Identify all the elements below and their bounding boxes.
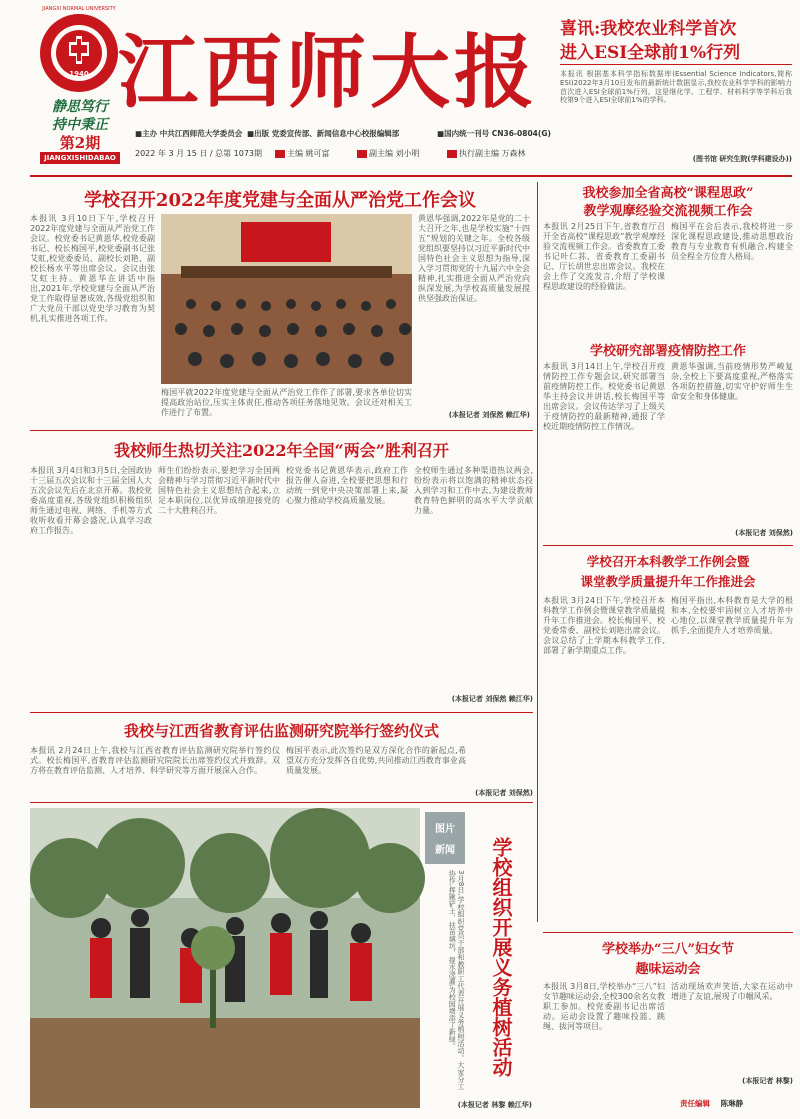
logo-english-name: JIANGXI NORMAL UNIVERSITY <box>42 6 116 12</box>
a1-body-1: 本报讯 3月10日下午,学校召开2022年度党建与全面从严治党工作会议。校党委书记黄恩华,校党委副书记、校长梅国平,校党委副书记张艾虹,校党委委员、副校长刘艳、副校长杨水平等出席会议。会议由张艾虹主持。黄恩华在讲话中指出,2021年,学校党建与全面从严治党工作取得显著成效,各级党组织和广大党员干部以党史学习教育为契机,扎实推进各项工作。 <box>30 214 155 323</box>
editor-marker-icon <box>357 150 367 158</box>
a4-body-1: 本报讯 3月4日和3月5日,全国政协十三届五次会议和十三届全国人大五次会议先后在北京开幕。我校党委高度重视,各级党组织积极组织师生通过电视、网络、手机等方式收听收看开幕会盛况,认真学习政府工作报告。 <box>30 466 152 535</box>
newspaper-title: 江西师大报 <box>118 25 538 119</box>
a7-headline-2: 趣味运动会 <box>635 962 701 977</box>
info-sponsor: ■主办 中共江西师范大学委员会 <box>135 129 243 138</box>
a7-body-1: 本报讯 3月8日,学校举办“三八”妇女节趣味运动会,全校300余名女教职工参加。校党委副书记出席活动。运动会设置了趣味投篮、跳绳、拔河等项目。 <box>543 982 665 1031</box>
flash-title-2: 进入ESI全球前1%行列 <box>560 43 741 63</box>
a4-byline: (本报记者 刘保然 赖江华) <box>451 695 533 703</box>
logo-ring-text <box>40 6 118 14</box>
a6-body-1: 本报讯 2月24日上午,我校与江西省教育评估监测研究院举行签约仪式。校长梅国平,省教育评估监测研究院院长出席签约仪式并致辞。双方将在教育评估监测、人才培养、科学研究等方面开展深入合作。 <box>30 746 280 775</box>
meeting-photo <box>161 214 412 384</box>
university-logo-icon <box>38 12 120 94</box>
a5-body-2: 梅国平指出,本科教育是大学的根和本,全校要牢固树立人才培养中心地位,以课堂教学质量提升年为抓手,全面提升人才培养质量。 <box>671 596 793 635</box>
a6-body-2: 梅国平表示,此次签约是双方深化合作的新起点,希望双方充分发挥各自优势,共同推动江西教育事业高质量发展。 <box>286 746 466 775</box>
flash-source: (图书馆 研究生院(学科建设办)) <box>692 155 792 163</box>
a1-body-4: 黄恩华强调,2022年是党的二十大召开之年,也是学校实施“十四五”规划的关键之年。全校各级党组织要坚持以习近平新时代中国特色社会主义思想为指导,深入学习贯彻党的十九届六中全会精神,扎实推进全面从严治党向纵深发展,为学校高质量发展提供坚强政治保证。 <box>418 214 530 303</box>
a1-byline: (本报记者 刘保然 赖江华) <box>448 411 530 419</box>
flash-box <box>560 8 792 165</box>
a1-body-3: 梅国平就2022年度党建与全面从严治党工作作了部署,要求各单位切实提高政治站位,压实主体责任,推动各项任务落地见效。会议还对相关工作进行了布置。 <box>161 388 412 417</box>
tree-planting-photo <box>30 808 420 1108</box>
a7-headline-1: 学校举办“三八”妇女节 <box>602 942 734 957</box>
info-bar <box>135 128 555 140</box>
info-publisher: ■出版 党委宣传部、新闻信息中心校报编辑部 <box>247 129 400 138</box>
date-line <box>135 148 555 160</box>
editor-marker-icon <box>447 150 457 158</box>
a3-byline: (本报记者 刘保然) <box>735 529 793 537</box>
issue-number: 第2期 <box>59 134 101 152</box>
a3-body-1: 本报讯 3月14日上午,学校召开疫情防控工作专题会议,研究部署当前疫情防控工作。校党委书记黄恩华主持会议并讲话,校长梅国平等出席会议。会议传达学习了上级关于疫情防控的最新精神,通报了学校近期疫情防控工作情况。 <box>543 362 665 431</box>
a1-headline: 学校召开2022年度党建与全面从严治党工作会议 <box>83 190 477 211</box>
a2-headline-2: 教学观摩经验交流视频工作会 <box>583 204 753 219</box>
a5-headline-2: 课堂教学质量提升年工作推进会 <box>580 574 756 589</box>
flash-body: 本报讯 根据基本科学指标数据库(Essential Science Indicators,简称ESI)2022年3月10日发布的最新统计数据显示,我校农业科学学科的影响力首次进入ESI全球前1%行列。这是继化学、工程学、材料科学等学科后我校第9个进入ESI全球前1%的学科。 <box>560 70 792 105</box>
editor-exec: 执行副主编 万森林 <box>459 149 526 158</box>
pinyin-text: JIANGXISHIDABAO <box>44 154 116 162</box>
a2-headline-1: 我校参加全省高校“课程思政” <box>582 186 754 201</box>
flash-title-1: 喜讯:我校农业科学首次 <box>560 19 737 39</box>
editor-marker-icon <box>275 150 285 158</box>
motto-line-1: 静思笃行 <box>52 99 108 115</box>
footer-editor-name: 陈琳静 <box>720 1099 744 1108</box>
photo-news-label <box>425 812 465 864</box>
a3-headline: 学校研究部署疫情防控工作 <box>589 344 746 359</box>
a3-body-2: 黄恩华强调,当前疫情形势严峻复杂,全校上下要高度重视,严格落实各项防控措施,切实守护好师生生命安全和身体健康。 <box>671 362 793 401</box>
editor-deputy: 副主编 刘小明 <box>369 149 420 158</box>
a5-headline-1: 学校召开本科教学工作例会暨 <box>586 554 750 569</box>
issue-date: 2022 年 3 月 15 日 / 总第 1073期 <box>135 149 263 158</box>
a2-body-2: 梅国平在会后表示,我校将进一步深化课程思政建设,推动思想政治教育与专业教育有机融合,构建全员全程全方位育人格局。 <box>671 222 793 261</box>
photo-news-byline: (本报记者 林黎 赖江华) <box>457 1101 532 1109</box>
a4-headline: 我校师生热切关注2022年全国“两会”胜利召开 <box>114 441 449 460</box>
a5-body-1: 本报讯 3月24日下午,学校召开本科教学工作例会暨课堂教学质量提升年工作推进会。校长梅国平、校党委常委、副校长刘艳出席会议。会议总结了上学期本科教学工作,部署了新学期重点工作。 <box>543 596 665 655</box>
masthead <box>0 0 800 178</box>
pinyin-banner <box>40 152 120 164</box>
a6-headline: 我校与江西省教育评估监测研究院举行签约仪式 <box>123 722 439 740</box>
motto-line-2: 持中秉正 <box>52 117 108 133</box>
footer-label: 责任编辑 <box>680 1099 710 1108</box>
photo-news-label-1: 图片 <box>435 824 455 835</box>
logo-year: 1940 <box>69 70 89 78</box>
a7-byline: (本报记者 林黎) <box>742 1077 793 1085</box>
a4-body-2: 师生们纷纷表示,要把学习全国两会精神与学习贯彻习近平新时代中国特色社会主义思想结合起来,立足本职岗位,以优异成绩迎接党的二十大胜利召开。 <box>158 466 280 515</box>
photo-news-label-2: 新闻 <box>435 845 455 856</box>
a6-byline: (本报记者 刘保然) <box>475 789 533 797</box>
footer-editor <box>680 1098 792 1110</box>
photo-news-headline: 学校组织开展义务植树活动 <box>489 837 513 1077</box>
a2-body-1: 本报讯 2月25日下午,省教育厅召开全省高校“课程思政”教学观摩经验交流视频工作会。省委教育工委书记叶仁荪、省委教育工委副书记、厅长胡世忠出席会议。我校在会上作了交流发言,介绍了学校课程思政建设的经验做法。 <box>543 222 665 291</box>
a4-body-3: 校党委书记黄恩华表示,政府工作报告催人奋进,全校要把思想和行动统一到党中央决策部署上来,凝心聚力推动学校高质量发展。 <box>286 466 408 505</box>
photo-news-caption: 3月8日,学校组织党员干部和教职工代表开展义务植树活动。大家分工协作,挥锹铲土、扶苗填坑、提水浇灌,为校园增添了新绿。 <box>448 870 465 1090</box>
info-cn: ■国内统一刊号 CN36-0804(G) <box>437 129 551 138</box>
a7-body-2: 活动现场欢声笑语,大家在运动中增进了友谊,展现了巾帼风采。 <box>671 982 793 1001</box>
a4-body-4: 全校师生通过多种渠道热议两会,纷纷表示将以饱满的精神状态投入到学习和工作中去,为建设教师教育特色鲜明的高水平大学贡献力量。 <box>414 466 533 515</box>
editor-chief: 主编 姚可富 <box>287 149 330 158</box>
